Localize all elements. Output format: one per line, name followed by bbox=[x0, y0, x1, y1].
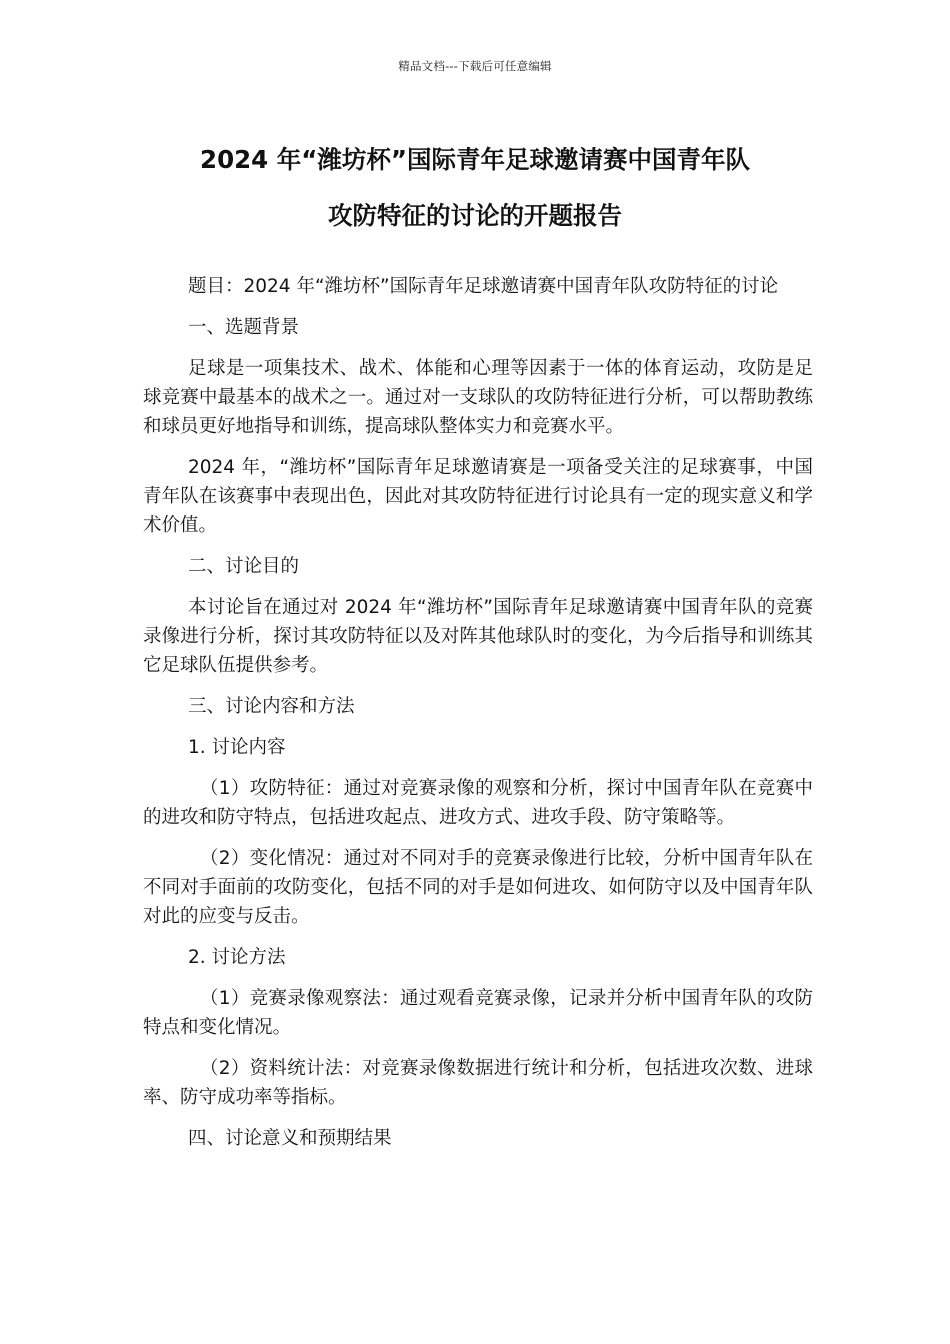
section-heading-significance: 四、讨论意义和预期结果 bbox=[188, 1128, 392, 1149]
method-item-1: （1）竞赛录像观察法：通过观看竞赛录像，记录并分析中国青年队的攻防特点和变化情况。 bbox=[143, 988, 813, 1038]
section-heading-content-method: 三、讨论内容和方法 bbox=[188, 696, 355, 717]
document-title-line-2: 攻防特征的讨论的开题报告 bbox=[328, 201, 622, 230]
background-paragraph-1: 足球是一项集技术、战术、体能和心理等因素于一体的体育运动，攻防是足球竞赛中最基本的战术之一。通过对一支球队的攻防特征进行分析，可以帮助教练和球员更好地指导和训练，提高球队整体实力和竞赛水平。 bbox=[143, 358, 813, 437]
content-item-1: （1）攻防特征：通过对竞赛录像的观察和分析，探讨中国青年队在竞赛中的进攻和防守特点，包括进攻起点、进攻方式、进攻手段、防守策略等。 bbox=[143, 778, 813, 828]
method-item-2: （2）资料统计法：对竞赛录像数据进行统计和分析，包括进攻次数、进球率、防守成功率等指标。 bbox=[143, 1058, 813, 1108]
header-note: 精品文档---下载后可任意编辑 bbox=[398, 59, 552, 73]
subheading-method: 2. 讨论方法 bbox=[188, 947, 286, 968]
document-body bbox=[143, 272, 813, 1165]
background-paragraph-2: 2024 年，“潍坊杯”国际青年足球邀请赛是一项备受关注的足球赛事，中国青年队在该赛事中表现出色，因此对其攻防特征进行讨论具有一定的现实意义和学术价值。 bbox=[143, 457, 813, 536]
section-heading-purpose: 二、讨论目的 bbox=[188, 556, 300, 577]
content-item-2: （2）变化情况：通过对不同对手的竞赛录像进行比较，分析中国青年队在不同对手面前的攻防变化，包括不同的对手是如何进攻、如何防守以及中国青年队对此的应变与反击。 bbox=[143, 848, 813, 927]
subheading-content: 1. 讨论内容 bbox=[188, 737, 286, 758]
purpose-paragraph: 本讨论旨在通过对 2024 年“潍坊杯”国际青年足球邀请赛中国青年队的竞赛录像进行分析，探讨其攻防特征以及对阵其他球队时的变化，为今后指导和训练其它足球队伍提供参考。 bbox=[143, 597, 813, 676]
document-title-line-1: 2024 年“潍坊杯”国际青年足球邀请赛中国青年队 bbox=[200, 145, 750, 174]
topic-paragraph: 题目：2024 年“潍坊杯”国际青年足球邀请赛中国青年队攻防特征的讨论 bbox=[188, 276, 779, 297]
section-heading-background: 一、选题背景 bbox=[188, 317, 300, 338]
